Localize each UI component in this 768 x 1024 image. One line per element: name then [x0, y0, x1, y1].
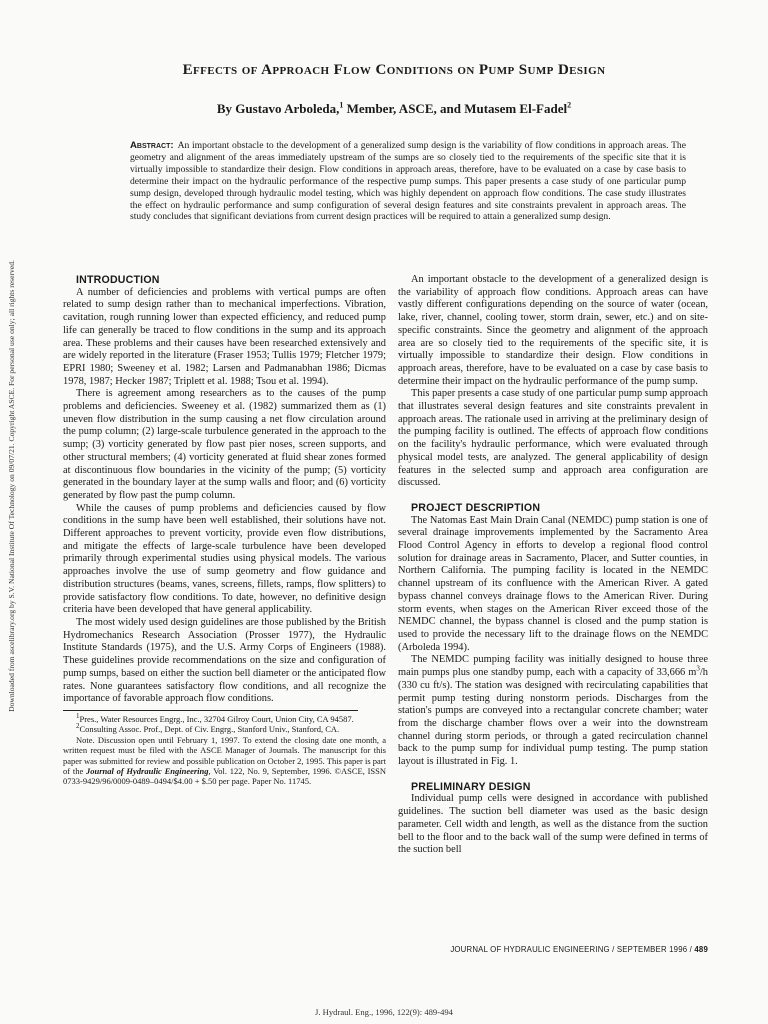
design-paragraph-1: Individual pump cells were designed in accordance with published guidelines. The suction bell diameter was used as the basic design parameter. Cell width and length, as well as the distance from the suction bell to the floor and to the back wall of the sump were defined in terms of the suction bell [398, 793, 708, 856]
footnote-rule [63, 710, 358, 711]
citation-line: J. Hydraul. Eng., 1996, 122(9): 489-494 [315, 1007, 453, 1017]
author-2-mark: 2 [567, 100, 572, 110]
author-1: By Gustavo Arboleda, [216, 101, 340, 116]
page-number: 489 [694, 945, 708, 954]
intro-paragraph-1: A number of deficiencies and problems with vertical pumps are often related to sump design rather than to mechanical imperfections. Vibration, cavitation, rough running lower than expected efficiency, and reduced pump life can generally be traced to flow conditions in the sump and its approach area. These problems and their causes have been researched extensively and are widely reported in the literature (Fraser 1953; Tullis 1979; Fletcher 1979; EPRI 1980; Sweeney et al. 1982; Larsen and Padmanabhan 1986; Dicmas 1978, 1987; Hecker 1987; Triplett et al. 1988; Tsou et al. 1994). [63, 286, 386, 387]
project-paragraph-2 [398, 654, 708, 768]
note-journal-name: Journal of Hydraulic Engineering [85, 765, 209, 776]
intro-paragraph-6: This paper presents a case study of one particular pump sump approach that illustrates several design features and site constraints prevalent in approach areas. The rationale used in arriving at the preliminary design of the pumping facility is outlined. The effects of approach flow conditions on the facility's hydraulic performance, which were evaluated through physical model tests, are analyzed. The general applicability of design features in the selected sump and approach area configuration are discussed. [398, 388, 708, 489]
footnote-1-mark: 1 [76, 712, 80, 721]
abstract [130, 140, 686, 223]
author-affiliation: Member, ASCE, and Mutasem El-Fadel [343, 101, 568, 116]
author-line [40, 101, 748, 117]
footnote-1-text: Pres., Water Resources Engrg., Inc., 32704 Gilroy Court, Union City, CA 94587. [79, 713, 354, 724]
journal-footer [398, 945, 708, 954]
paper-title: Effects of Approach Flow Conditions on Pump Sump Design [182, 62, 606, 78]
footnote-2 [63, 724, 386, 734]
footnote-2-text: Consulting Assoc. Prof., Dept. of Civ. Engrg., Stanford Univ., Stanford, CA. [79, 724, 340, 735]
heading-preliminary-design: PRELIMINARY DESIGN [411, 780, 531, 793]
abstract-label: Abstract: [130, 140, 174, 151]
unit-superscript: 3 [696, 664, 700, 673]
intro-paragraph-4: The most widely used design guidelines are those published by the British Hydromechanics Research Association (Prosser 1977), the Hydraulic Institute Standards (1975), and the U.S. Army Corps of Engineers (1988). These guidelines provide recommendations on the size and configuration of pump sumps, based on either the suction bell diameter or the anticipated flow rates. None guarantees satisfactory flow conditions, and all recognize the importance of favorable approach flow conditions. [63, 616, 386, 705]
intro-paragraph-5: An important obstacle to the development of a generalized design is the variability of approach flow conditions. Approach areas can have vastly different configurations depending on the source of water (ocean, lake, river, channel, cooling tower, storm drain, sewer, etc.) and on site-specific constraints. Since the geometry and alignment of the approach area are so closely tied to the requirements of the specific site, it is virtually impossible to standardize their design. Flow conditions in approach areas, therefore, have to be evaluated on a case by case basis to determine their impact on the hydraulic performance of the pump sump. [398, 274, 708, 387]
abstract-text: An important obstacle to the development of a generalized sump design is the variability of flow conditions in approach areas. The geometry and alignment of the areas immediately upstream of the sumps are so closely tied to the requirements of the specific site that it is virtually impossible to standardize their design. Flow conditions in approach areas, therefore, have to be evaluated on a case by case basis to determine their impact on the hydraulic performance of the respective pump sumps. This paper presents a case study of one particular pump sump design, developed through hydraulic model testing, which was highly dependent on approach flow conditions. The case study illustrates the effect on hydraulic performance and sump configuration of several design features and site constraints prevalent in approach areas. The study concludes that significant deviations from current design practices will be required to attain a generalized sump design. [130, 140, 686, 223]
discussion-note [63, 735, 386, 787]
heading-project-description: PROJECT DESCRIPTION [411, 501, 541, 514]
left-column [63, 274, 386, 787]
footnotes [63, 714, 386, 787]
download-watermark: Downloaded from ascelibrary.org by S.V. National Institute Of Technology on 09/07/21. Copyright ASCE. For personal use only; all rights reserved. [7, 260, 16, 712]
project-paragraph-2a: The NEMDC pumping facility was initially designed to house three main pumps plus one standby pump, each with a capacity of 33,666 m [398, 654, 708, 679]
intro-paragraph-2: There is agreement among researchers as to the causes of the pump problems and deficiencies. Sweeney et al. (1982) summarized them as (1) uneven flow distribution in the sump causing a net flow circulation around the pump column; (2) large-scale turbulence generated in the approach to the sump; (3) vorticity generated by flow past pier noses, screen supports, and other structural members; (4) vorticity generated at fluid shear zones formed at discontinuous flow boundaries in the vicinity of the pump; (5) vorticity generated in the boundary layer at the sump walls and floor; and (6) vorticity generated by flow past the pump column. [63, 388, 386, 501]
journal-footer-text: JOURNAL OF HYDRAULIC ENGINEERING / SEPTEMBER 1996 / [450, 945, 695, 954]
footnote-1 [63, 714, 386, 724]
note-text-b: , Vol. 122, No. 9, September, 1996. ©ASCE, ISSN 0733-9429/96/0009-0489–0494/$4.00 + $.50 per page. Paper No. 11745. [63, 765, 386, 787]
project-paragraph-2b: /h (330 cu ft/s). The station was designed with recirculating capabilities that permit pump testing during nonstorm periods. Discharges from the station's pumps are conveyed into a rectangular concrete chamber; water from the discharge chamber flows over a weir into the downstream channel during storm periods, or through a gated recirculation channel back to the pump sump for individual pump testing. The pump station layout is illustrated in Fig. 1. [398, 667, 708, 768]
right-column [398, 274, 708, 857]
project-paragraph-1: The Natomas East Main Drain Canal (NEMDC) pump station is one of several drainage improvements implemented by the Sacramento Area Flood Control Agency in efforts to develop a regional flood control solution for drainage areas in Sacramento, Placer, and Sutter counties, in Northern California. The pumping facility is located in the NEMDC channel upstream of its confluence with the American River. A gated bypass channel conveys drainage flows to the American River. During storm events, when stages on the American River exceed those of the NEMDC channel, the bypass channel is closed and the pump station is used to provide the necessary lift to the drainage flows on the NEMDC (Arboleda 1994). [398, 514, 708, 653]
footnote-2-mark: 2 [76, 722, 80, 731]
author-1-mark: 1 [339, 100, 344, 110]
intro-paragraph-3: While the causes of pump problems and deficiencies caused by flow conditions in the sump have been well established, their solutions have not. Different approaches to prevent vorticity, provide even flow distributions, and mitigate the effects of large-scale turbulence have been developed primarily through experimental studies using physical models. The various approaches involve the use of sump geometry and flow guidance and distribution structures (beams, vanes, screens, fillets, ramps, flow splitters) to provide satisfactory flow conditions. To date, however, no definitive design criteria have been developed that have general applicability. [63, 502, 386, 616]
note-text-a: Note. Discussion open until February 1, 1997. To extend the closing date one month, a written request must be filed with the ASCE Manager of Journals. The manuscript for this paper was submitted for review and possible publication on October 2, 1995. This paper is part of the [63, 734, 387, 776]
heading-introduction: INTRODUCTION [76, 274, 160, 286]
